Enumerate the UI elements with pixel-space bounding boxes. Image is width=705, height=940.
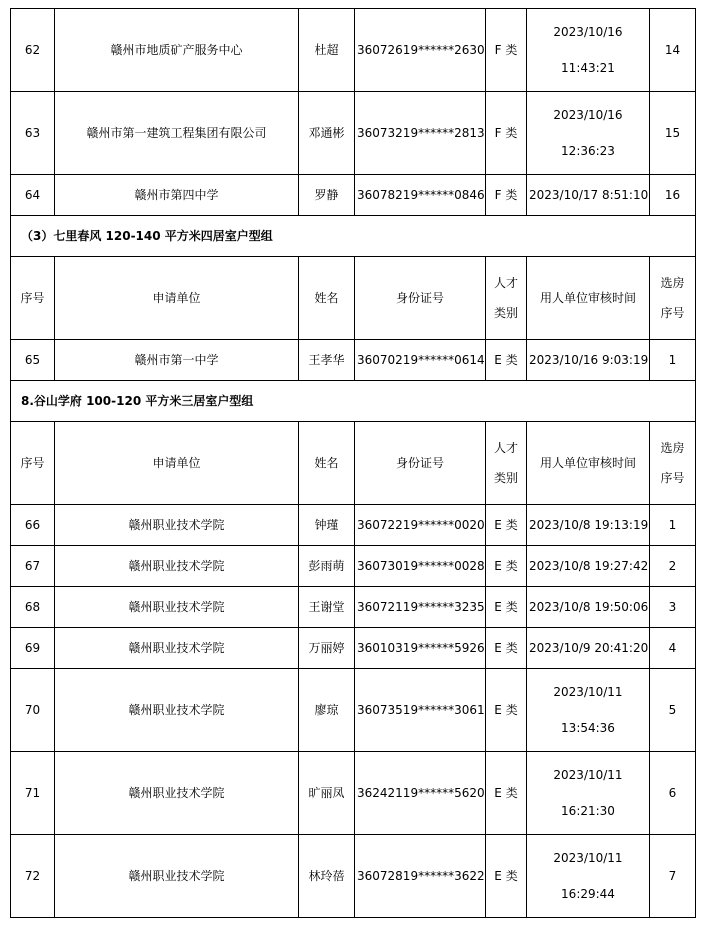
table-row: [11, 835, 696, 918]
audit-time: 16:21:30: [561, 804, 615, 818]
row-audit-time: 2023/10/16 9:03:19: [527, 340, 650, 381]
col-header-unit: 申请单位: [55, 257, 299, 340]
row-name: 旷丽凤: [299, 752, 355, 835]
row-unit: 赣州职业技术学院: [55, 546, 299, 587]
col-header-no: 序号: [11, 257, 55, 340]
audit-date: 2023/10/11: [553, 685, 623, 699]
table-row: [11, 340, 696, 381]
row-no: 68: [11, 587, 55, 628]
header-line: 选房: [660, 441, 685, 455]
header-line: 序号: [660, 471, 685, 485]
audit-time: 12:36:23: [561, 144, 615, 158]
audit-date: 2023/10/11: [553, 851, 623, 865]
col-header-no: 序号: [11, 422, 55, 505]
housing-allocation-table: [10, 8, 696, 918]
row-id: 36073519******3061: [355, 669, 486, 752]
row-id: 36242119******5620: [355, 752, 486, 835]
row-unit: 赣州市地质矿产服务中心: [55, 9, 299, 92]
row-order: 4: [650, 628, 696, 669]
row-no: 64: [11, 175, 55, 216]
table-row: [11, 669, 696, 752]
row-audit-time: [527, 92, 650, 175]
row-no: 69: [11, 628, 55, 669]
header-row: [11, 422, 696, 505]
row-name: 万丽婷: [299, 628, 355, 669]
table-row: [11, 546, 696, 587]
row-name: 王孝华: [299, 340, 355, 381]
row-name: 彭雨萌: [299, 546, 355, 587]
row-audit-time: [527, 835, 650, 918]
header-line: 人才: [493, 276, 518, 290]
row-type: E 类: [486, 546, 527, 587]
row-no: 65: [11, 340, 55, 381]
table-row: [11, 9, 696, 92]
row-type: E 类: [486, 340, 527, 381]
section-title: （3）七里春风 120-140 平方米四居室户型组: [11, 216, 696, 257]
table-row: [11, 505, 696, 546]
header-line: 人才: [493, 441, 518, 455]
col-header-name: 姓名: [299, 422, 355, 505]
table-row: [11, 587, 696, 628]
row-audit-time: 2023/10/9 20:41:20: [527, 628, 650, 669]
row-order: 15: [650, 92, 696, 175]
audit-time: 13:54:36: [561, 721, 615, 735]
row-order: 2: [650, 546, 696, 587]
table-row: [11, 92, 696, 175]
row-order: 7: [650, 835, 696, 918]
section-row: [11, 381, 696, 422]
row-audit-time: 2023/10/17 8:51:10: [527, 175, 650, 216]
row-unit: 赣州市第一建筑工程集团有限公司: [55, 92, 299, 175]
audit-time: 16:29:44: [561, 887, 615, 901]
row-type: F 类: [486, 9, 527, 92]
row-unit: 赣州职业技术学院: [55, 669, 299, 752]
row-id: 36073019******0028: [355, 546, 486, 587]
section-row: [11, 216, 696, 257]
row-name: 钟瑾: [299, 505, 355, 546]
row-id: 36072119******3235: [355, 587, 486, 628]
row-type: F 类: [486, 92, 527, 175]
row-unit: 赣州职业技术学院: [55, 628, 299, 669]
row-name: 廖琼: [299, 669, 355, 752]
col-header-name: 姓名: [299, 257, 355, 340]
header-line: 序号: [660, 306, 685, 320]
row-type: E 类: [486, 628, 527, 669]
table-row: [11, 175, 696, 216]
row-no: 67: [11, 546, 55, 587]
section-title: 8.谷山学府 100-120 平方米三居室户型组: [11, 381, 696, 422]
row-no: 62: [11, 9, 55, 92]
col-header-id: 身份证号: [355, 422, 486, 505]
col-header-type: [486, 257, 527, 340]
row-name: 罗静: [299, 175, 355, 216]
row-id: 36010319******5926: [355, 628, 486, 669]
row-audit-time: 2023/10/8 19:13:19: [527, 505, 650, 546]
row-order: 14: [650, 9, 696, 92]
header-line: 类别: [493, 306, 518, 320]
row-audit-time: [527, 669, 650, 752]
row-name: 杜超: [299, 9, 355, 92]
row-type: E 类: [486, 669, 527, 752]
row-type: E 类: [486, 587, 527, 628]
header-line: 选房: [660, 276, 685, 290]
audit-date: 2023/10/16: [553, 108, 623, 122]
row-audit-time: [527, 9, 650, 92]
row-id: 36078219******0846: [355, 175, 486, 216]
row-order: 16: [650, 175, 696, 216]
row-id: 36072819******3622: [355, 835, 486, 918]
row-unit: 赣州市第四中学: [55, 175, 299, 216]
row-audit-time: 2023/10/8 19:50:06: [527, 587, 650, 628]
row-audit-time: 2023/10/8 19:27:42: [527, 546, 650, 587]
col-header-id: 身份证号: [355, 257, 486, 340]
row-type: E 类: [486, 505, 527, 546]
row-id: 36073219******2813: [355, 92, 486, 175]
table-row: [11, 752, 696, 835]
row-audit-time: [527, 752, 650, 835]
row-unit: 赣州职业技术学院: [55, 505, 299, 546]
row-name: 王谢堂: [299, 587, 355, 628]
col-header-unit: 申请单位: [55, 422, 299, 505]
audit-time: 11:43:21: [561, 61, 615, 75]
col-header-type: [486, 422, 527, 505]
row-order: 1: [650, 505, 696, 546]
row-name: 邓通彬: [299, 92, 355, 175]
row-order: 6: [650, 752, 696, 835]
header-line: 类别: [493, 471, 518, 485]
row-type: F 类: [486, 175, 527, 216]
col-header-audit-time: 用人单位审核时间: [527, 422, 650, 505]
row-no: 63: [11, 92, 55, 175]
row-id: 36072219******0020: [355, 505, 486, 546]
row-order: 3: [650, 587, 696, 628]
table-row: [11, 628, 696, 669]
col-header-audit-time: 用人单位审核时间: [527, 257, 650, 340]
row-name: 林玲蓓: [299, 835, 355, 918]
row-no: 72: [11, 835, 55, 918]
row-type: E 类: [486, 752, 527, 835]
row-unit: 赣州职业技术学院: [55, 752, 299, 835]
row-order: 5: [650, 669, 696, 752]
row-no: 66: [11, 505, 55, 546]
row-id: 36070219******0614: [355, 340, 486, 381]
col-header-order: [650, 422, 696, 505]
header-row: [11, 257, 696, 340]
row-id: 36072619******2630: [355, 9, 486, 92]
row-order: 1: [650, 340, 696, 381]
row-unit: 赣州职业技术学院: [55, 835, 299, 918]
row-unit: 赣州市第一中学: [55, 340, 299, 381]
row-no: 70: [11, 669, 55, 752]
row-type: E 类: [486, 835, 527, 918]
row-unit: 赣州职业技术学院: [55, 587, 299, 628]
row-no: 71: [11, 752, 55, 835]
audit-date: 2023/10/16: [553, 25, 623, 39]
audit-date: 2023/10/11: [553, 768, 623, 782]
col-header-order: [650, 257, 696, 340]
